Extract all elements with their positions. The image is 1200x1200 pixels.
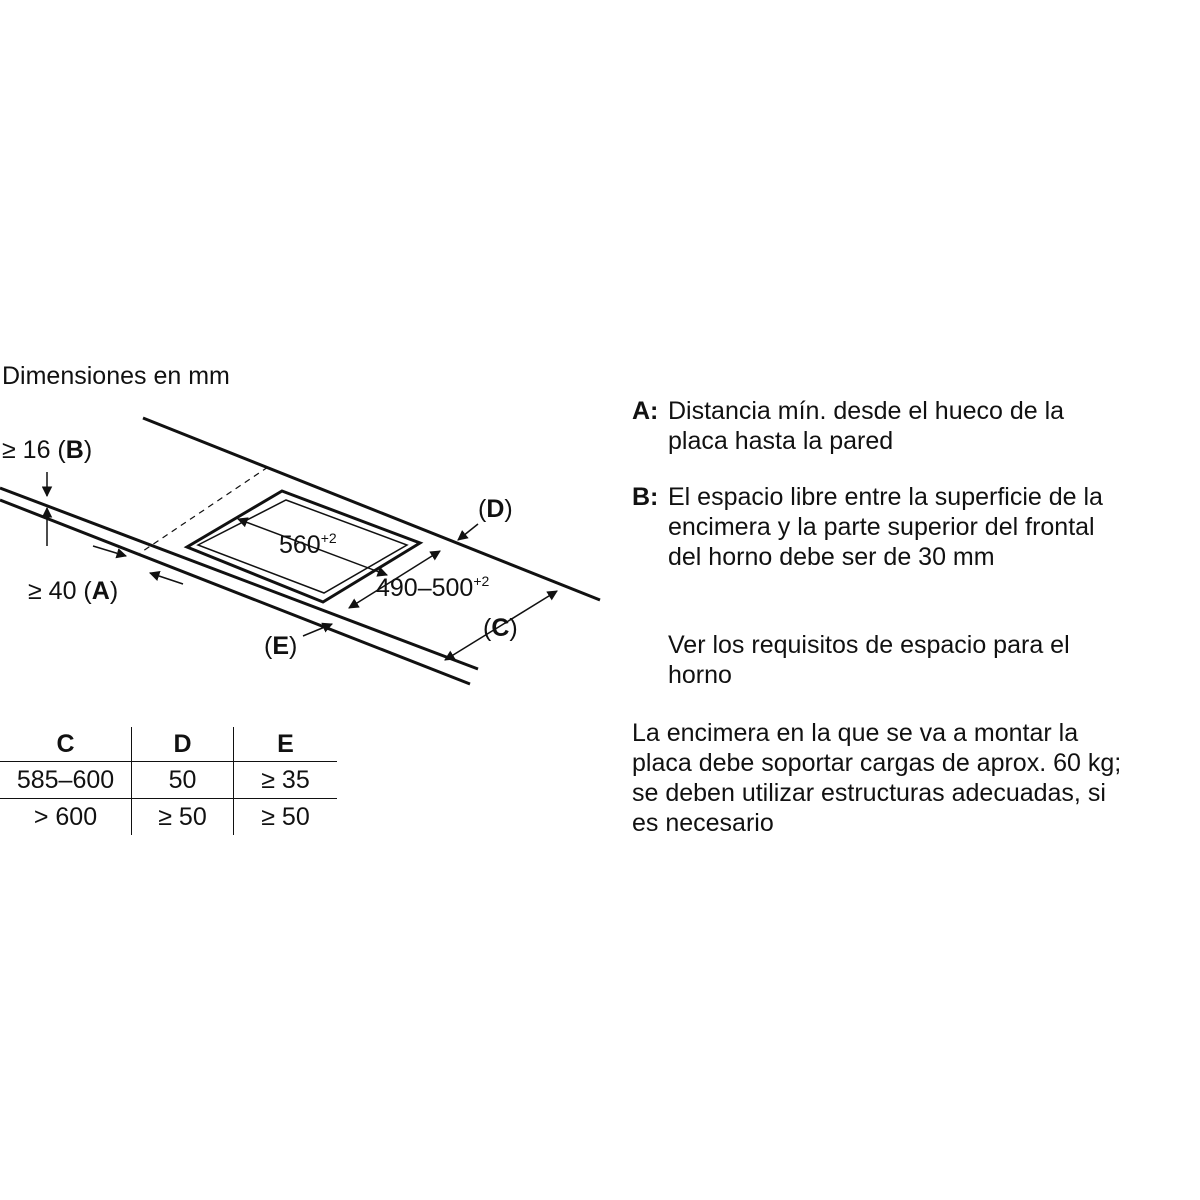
note-oven-line: horno (668, 661, 732, 689)
note-load-line: se deben utilizar estructuras adecuadas, si (632, 779, 1106, 807)
note-a-line: Distancia mín. desde el hueco de la (668, 397, 1065, 425)
table-row (0, 762, 337, 799)
notes-section (632, 396, 1198, 838)
page-title: Dimensiones en mm (2, 362, 230, 390)
table-cell: 585–600 (0, 762, 132, 799)
a-arrow-right (150, 573, 183, 584)
d-leader-line (458, 524, 478, 540)
table-cell: > 600 (0, 799, 132, 836)
dimension-table (0, 727, 337, 835)
note-load-line: La encimera en la que se va a montar la (632, 719, 1079, 747)
note-a (632, 396, 1198, 456)
label-d: (D) (478, 495, 513, 523)
note-load-line: es necesario (632, 809, 774, 837)
label-e: (E) (264, 632, 298, 660)
table-cell: ≥ 35 (234, 762, 338, 799)
table-cell: ≥ 50 (234, 799, 338, 836)
note-b-line: encimera y la parte superior del frontal (668, 513, 1095, 541)
table-cell: 50 (132, 762, 234, 799)
label-a: ≥ 40 (A) (28, 577, 119, 605)
note-b-key: B: (632, 483, 659, 511)
note-load (632, 718, 1198, 838)
table-row (0, 799, 337, 836)
table-cell: ≥ 50 (132, 799, 234, 836)
table-header-c: C (56, 729, 75, 758)
note-a-line: placa hasta la pared (668, 427, 894, 455)
note-b (632, 482, 1198, 572)
label-c: (C) (483, 614, 518, 642)
note-b-line: del horno debe ser de 30 mm (668, 543, 995, 571)
label-depth: $490-500^{+2}$ (376, 573, 490, 602)
cutout-diagram (0, 0, 620, 720)
note-oven (632, 630, 1198, 690)
note-load-line: placa debe soportar cargas de aprox. 60 kg; (632, 749, 1122, 777)
table-header-d: D (132, 727, 234, 762)
note-oven-line: Ver los requisitos de espacio para el (668, 631, 1070, 659)
table-header-e: E (234, 727, 338, 762)
label-b: ≥ 16 (B) (2, 436, 93, 464)
label-width: $560^{+2}$ (279, 530, 337, 559)
note-a-key: A: (632, 397, 659, 425)
note-b-line: El espacio libre entre la superficie de la (668, 483, 1103, 511)
